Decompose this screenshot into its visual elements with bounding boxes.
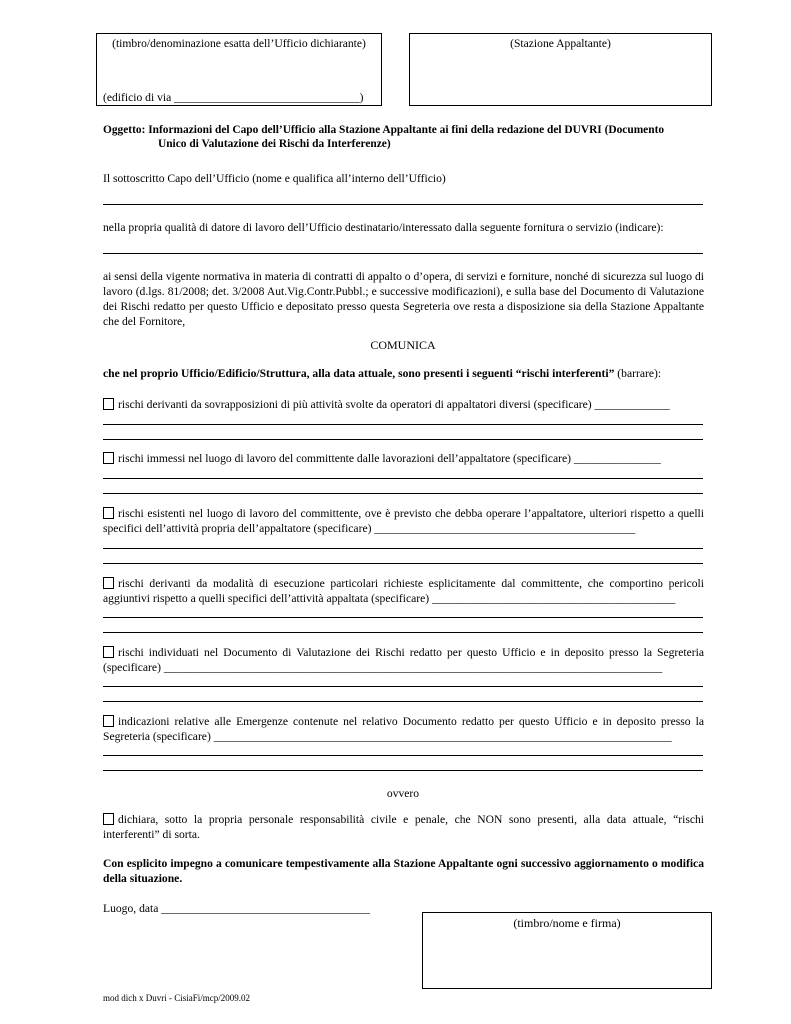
qualita-fill-line[interactable] (103, 253, 703, 254)
comunica-heading: COMUNICA (370, 338, 436, 352)
risk-2-line-a[interactable] (103, 478, 703, 479)
risks-intro-bold: che nel proprio Ufficio/Edificio/Struttura, alla data attuale, sono presenti i seguenti “rischi interferenti” (103, 367, 615, 380)
risk-1-text: rischi derivanti da sovrapposizioni di più attività svolte da operatori di appaltatori diversi (specificare) _____________ (118, 398, 670, 411)
oggetto-line-2: Unico di Valutazione dei Rischi da Interferenze) (158, 138, 391, 150)
dichiara-checkbox[interactable] (103, 813, 114, 825)
signature-box[interactable] (422, 912, 712, 989)
risk-6-text: indicazioni relative alle Emergenze contenute nel relativo Documento redatto per questo Ufficio e in deposito presso la Segreteria (specificare) _______________________________________________________________________________ (103, 715, 704, 743)
ovvero-text: ovvero (386, 787, 420, 800)
risk-3-line-b[interactable] (103, 563, 703, 564)
stazione-appaltante-box (409, 33, 712, 106)
edificio-line: (edificio di via ________________________________) (103, 91, 364, 104)
risk-3-line-a[interactable] (103, 548, 703, 549)
risk-1-line-b[interactable] (103, 439, 703, 440)
risk-item-4 (103, 576, 704, 606)
risk-5-line-a[interactable] (103, 686, 703, 687)
risk-item-2 (103, 451, 704, 466)
risk-2-text: rischi immessi nel luogo di lavoro del committente dalle lavorazioni dell’appaltatore (specificare) _______________ (118, 452, 661, 465)
risk-5-checkbox[interactable] (103, 646, 114, 658)
dichiara-item (103, 812, 704, 842)
risk-1-line-a[interactable] (103, 424, 703, 425)
ufficio-stamp-box (96, 33, 382, 106)
risk-4-checkbox[interactable] (103, 577, 114, 589)
oggetto-line-1: Oggetto: Informazioni del Capo dell’Ufficio alla Stazione Appaltante ai fini della redazione del DUVRI (Documento (103, 124, 665, 136)
risk-4-text: rischi derivanti da modalità di esecuzione particolari richieste esplicitamente dal committente, che comportino pericoli aggiuntivi rispetto a quelli specifici dell’attività appaltata (specificare) __________________________________________ (103, 577, 704, 605)
risk-1-checkbox[interactable] (103, 398, 114, 410)
risk-4-line-b[interactable] (103, 632, 703, 633)
risk-item-3 (103, 506, 704, 536)
ai-sensi-paragraph: ai sensi della vigente normativa in materia di contratti di appalto o d’opera, di servizi e forniture, nonché di sicurezza sul luogo di lavoro (d.lgs. 81/2008; det. 3/2008 Aut.Vig.Contr.Pubbl.; e successive modificazioni), e sulla base del Documento di Valutazione dei Rischi redatto per questo Ufficio e depositato presso questa Segreteria ove resta a disposizione sia della Stazione Appaltante che del Fornitore, (103, 270, 704, 328)
risk-3-checkbox[interactable] (103, 507, 114, 519)
risk-5-text: rischi individuati nel Documento di Valutazione dei Rischi redatto per questo Ufficio e in deposito presso la Segreteria (specificare) ______________________________________________________________________________________ (103, 646, 704, 674)
risks-intro (103, 367, 661, 380)
luogo-data-field[interactable]: Luogo, data ____________________________________ (103, 902, 370, 915)
risk-item-5 (103, 645, 704, 675)
risk-6-checkbox[interactable] (103, 715, 114, 727)
signature-box-title: (timbro/nome e firma) (513, 916, 621, 930)
sottoscritto-text: Il sottoscritto Capo dell’Ufficio (nome e qualifica all’interno dell’Ufficio) (103, 172, 446, 185)
qualita-text: nella propria qualità di datore di lavoro dell’Ufficio destinatario/interessato dalla seguente fornitura o servizio (indicare): (103, 221, 664, 234)
risk-5-line-b[interactable] (103, 701, 703, 702)
risk-2-checkbox[interactable] (103, 452, 114, 464)
stazione-box-title: (Stazione Appaltante) (510, 37, 611, 50)
risk-item-1 (103, 397, 704, 412)
sottoscritto-fill-line[interactable] (103, 204, 703, 205)
dichiara-text: dichiara, sotto la propria personale responsabilità civile e penale, che NON sono presenti, alla data attuale, “rischi interferenti” di sorta. (103, 813, 704, 841)
risk-3-text: rischi esistenti nel luogo di lavoro del committente, ove è previsto che debba operare l’appaltatore, ulteriori rispetto a quelli specifici dell’attività propria dell’appaltatore (specificare) _____________________________________________ (103, 507, 704, 535)
risk-item-6 (103, 714, 704, 744)
risk-4-line-a[interactable] (103, 617, 703, 618)
footer-code: mod dich x Duvri - CisiaFi/mcp/2009.02 (103, 993, 250, 1003)
risk-6-line-b[interactable] (103, 770, 703, 771)
risks-intro-tail: (barrare): (614, 367, 662, 380)
risk-6-line-a[interactable] (103, 755, 703, 756)
ufficio-box-title: (timbro/denominazione esatta dell’Ufficio dichiarante) (112, 37, 366, 50)
risk-2-line-b[interactable] (103, 493, 703, 494)
impegno-text: Con esplicito impegno a comunicare tempestivamente alla Stazione Appaltante ogni successivo aggiornamento o modifica della situazione. (103, 857, 704, 885)
